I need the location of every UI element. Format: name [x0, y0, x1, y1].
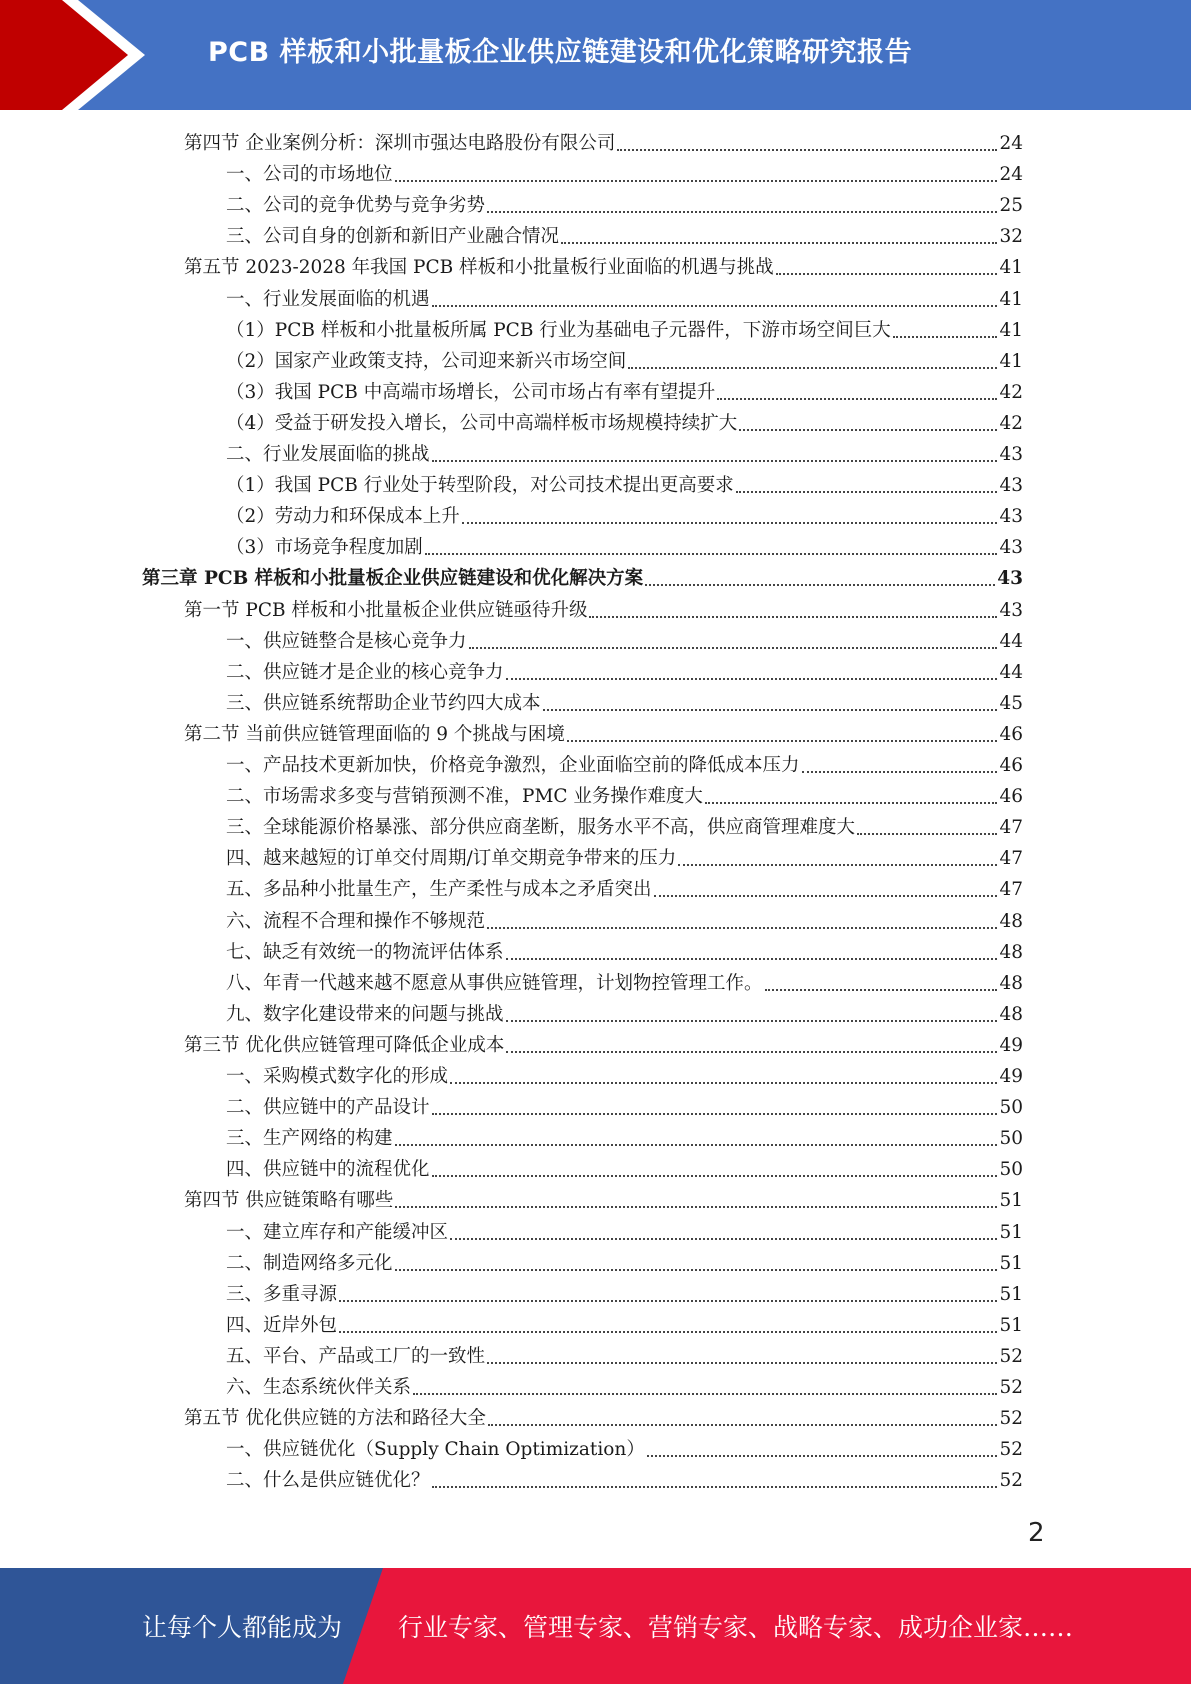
toc-leader-dots — [567, 740, 998, 742]
toc-entry-title: 三、多重寻源 — [226, 1283, 338, 1305]
toc-entry[interactable] — [226, 626, 1023, 657]
toc-entry-page: 42 — [999, 381, 1023, 403]
toc-entry-title: 一、供应链优化（Supply Chain Optimization） — [226, 1439, 645, 1461]
toc-leader-dots — [487, 927, 997, 929]
toc-entry-title: 三、全球能源价格暴涨、部分供应商垄断，服务水平不高，供应商管理难度大 — [226, 817, 856, 839]
toc-leader-dots — [395, 180, 998, 182]
toc-entry[interactable] — [226, 439, 1023, 470]
toc-leader-dots — [450, 1082, 997, 1084]
toc-entry[interactable] — [226, 874, 1023, 905]
toc-leader-dots — [425, 553, 998, 555]
toc-entry-page: 43 — [999, 537, 1023, 559]
toc-entry-page: 48 — [999, 972, 1023, 994]
toc-entry[interactable] — [226, 937, 1023, 968]
toc-entry-title: 四、近岸外包 — [226, 1314, 338, 1336]
toc-entry-title: 二、市场需求多变与营销预测不准，PMC 业务操作难度大 — [226, 786, 703, 808]
toc-leader-dots — [339, 1300, 997, 1302]
toc-leader-dots — [413, 1393, 997, 1395]
toc-leader-dots — [488, 1424, 998, 1426]
page-footer — [0, 1568, 1191, 1684]
toc-entry[interactable] — [226, 812, 1023, 843]
toc-entry[interactable] — [184, 1030, 1023, 1061]
toc-entry-title: 一、行业发展面临的机遇 — [226, 288, 430, 310]
toc-entry-title: （4）受益于研发投入增长，公司中高端样板市场规模持续扩大 — [226, 412, 738, 434]
toc-entry[interactable] — [226, 1434, 1023, 1465]
toc-entry-page: 32 — [999, 226, 1023, 248]
toc-entry[interactable] — [226, 843, 1023, 874]
toc-entry-title: （1）PCB 样板和小批量板所属 PCB 行业为基础电子元器件，下游市场空间巨大 — [226, 319, 891, 341]
toc-entry[interactable] — [226, 159, 1023, 190]
toc-entry[interactable] — [226, 781, 1023, 812]
toc-entry-title: 二、供应链中的产品设计 — [226, 1097, 430, 1119]
toc-entry[interactable] — [226, 377, 1023, 408]
toc-entry-page: 51 — [999, 1252, 1023, 1274]
toc-entry-page: 41 — [999, 257, 1023, 279]
toc-entry[interactable] — [184, 1185, 1023, 1216]
toc-entry-page: 49 — [999, 1066, 1023, 1087]
toc-entry[interactable] — [226, 346, 1023, 377]
toc-entry-page: 43 — [999, 444, 1023, 465]
toc-entry-title: （2）国家产业政策支持，公司迎来新兴市场空间 — [226, 350, 627, 372]
toc-entry-title: （1）我国 PCB 行业处于转型阶段，对公司技术提出更高要求 — [226, 475, 734, 497]
footer-slogan-left: 让每个人都能成为 — [142, 1613, 343, 1642]
toc-leader-dots — [487, 211, 997, 213]
toc-leader-dots — [543, 709, 998, 711]
toc-entry-title: 一、公司的市场地位 — [226, 164, 393, 186]
toc-entry-title: （2）劳动力和环保成本上升 — [226, 506, 460, 528]
toc-entry-title: 二、供应链才是企业的核心竞争力 — [226, 661, 504, 683]
toc-entry-title: 一、产品技术更新加快，价格竞争激烈，企业面临空前的降低成本压力 — [226, 755, 800, 776]
toc-leader-dots — [506, 1020, 998, 1022]
toc-leader-dots — [776, 273, 998, 275]
toc-entry-title: 二、公司的竞争优势与竞争劣势 — [226, 195, 486, 217]
toc-entry-title: 一、建立库存和产能缓冲区 — [226, 1221, 449, 1243]
footer-slogan-right: 行业专家、管理专家、营销专家、战略专家、成功企业家…… — [398, 1613, 1074, 1642]
toc-entry-page: 43 — [999, 506, 1023, 528]
report-title: PCB 样板和小批量板企业供应链建设和优化策略研究报告 — [208, 37, 913, 68]
toc-entry[interactable] — [226, 501, 1023, 532]
toc-entry-page: 52 — [999, 1439, 1023, 1461]
toc-entry-title: 一、采购模式数字化的形成 — [226, 1066, 449, 1087]
toc-entry-page: 50 — [999, 1128, 1023, 1150]
toc-entry[interactable] — [226, 315, 1023, 346]
toc-entry[interactable] — [226, 999, 1023, 1030]
toc-entry[interactable] — [226, 657, 1023, 688]
toc-entry-title: 四、供应链中的流程优化 — [226, 1159, 430, 1181]
toc-leader-dots — [857, 833, 997, 835]
toc-leader-dots — [617, 149, 997, 151]
toc-entry-page: 47 — [999, 817, 1023, 839]
page-header — [0, 0, 1191, 110]
toc-entry-title: 六、生态系统伙伴关系 — [226, 1377, 412, 1398]
toc-leader-dots — [506, 1051, 997, 1053]
toc-entry-page: 44 — [999, 661, 1023, 683]
toc-entry-title: 七、缺乏有效统一的物流评估体系 — [226, 941, 504, 963]
toc-entry[interactable] — [226, 284, 1023, 315]
toc-entry[interactable] — [226, 906, 1023, 937]
toc-entry[interactable] — [226, 750, 1023, 781]
toc-entry[interactable] — [184, 719, 1023, 750]
toc-entry-page: 43 — [997, 568, 1023, 590]
toc-entry-title: 第四节 供应链策略有哪些 — [184, 1190, 394, 1212]
toc-leader-dots — [736, 491, 998, 493]
toc-leader-dots — [432, 1486, 998, 1488]
toc-entry-page: 52 — [999, 1408, 1023, 1430]
toc-leader-dots — [705, 802, 998, 804]
toc-leader-dots — [678, 864, 997, 866]
toc-entry-page: 50 — [999, 1159, 1023, 1181]
toc-entry-page: 52 — [999, 1470, 1023, 1492]
toc-entry[interactable] — [226, 1372, 1023, 1403]
toc-entry-page: 51 — [999, 1190, 1023, 1212]
toc-leader-dots — [802, 771, 998, 773]
toc-entry[interactable] — [184, 595, 1023, 626]
toc-entry[interactable] — [226, 408, 1023, 439]
toc-entry-page: 48 — [999, 941, 1023, 963]
toc-entry-title: 一、供应链整合是核心竞争力 — [226, 630, 467, 652]
toc-leader-dots — [765, 989, 998, 991]
toc-entry-page: 41 — [999, 350, 1023, 372]
toc-entry[interactable] — [226, 470, 1023, 501]
toc-entry-page: 42 — [999, 412, 1023, 434]
toc-entry-page: 51 — [999, 1221, 1023, 1243]
toc-leader-dots — [432, 305, 998, 307]
toc-entry-title: 五、多品种小批量生产，生产柔性与成本之矛盾突出 — [226, 879, 652, 901]
toc-entry-title: 二、什么是供应链优化？ — [226, 1470, 430, 1492]
toc-entry-title: 第五节 优化供应链的方法和路径大全 — [184, 1408, 486, 1430]
toc-leader-dots — [450, 1238, 997, 1240]
toc-entry-page: 24 — [999, 164, 1023, 186]
toc-entry[interactable] — [226, 688, 1023, 719]
toc-entry-page: 46 — [999, 786, 1023, 808]
toc-entry[interactable] — [226, 1123, 1023, 1154]
toc-entry[interactable] — [226, 1061, 1023, 1092]
toc-entry[interactable] — [226, 1341, 1023, 1372]
toc-entry-page: 46 — [999, 723, 1023, 745]
toc-entry-page: 48 — [999, 910, 1023, 932]
toc-entry-page: 47 — [999, 848, 1023, 870]
toc-entry[interactable] — [142, 563, 1023, 594]
toc-entry-page: 25 — [999, 195, 1023, 217]
toc-leader-dots — [654, 895, 998, 897]
toc-entry-title: 三、公司自身的创新和新旧产业融合情况 — [226, 226, 560, 248]
toc-leader-dots — [645, 584, 995, 586]
toc-leader-dots — [432, 460, 998, 462]
toc-entry[interactable] — [184, 1403, 1023, 1434]
toc-leader-dots — [462, 522, 998, 524]
toc-entry-title: 二、制造网络多元化 — [226, 1252, 393, 1274]
toc-entry-title: 第五节 2023-2028 年我国 PCB 样板和小批量板行业面临的机遇与挑战 — [184, 257, 774, 279]
toc-entry-title: （3）市场竞争程度加剧 — [226, 537, 423, 559]
toc-entry-title: 四、越来越短的订单交付周期/订单交期竞争带来的压力 — [226, 848, 677, 870]
toc-leader-dots — [561, 242, 997, 244]
toc-entry-page: 47 — [999, 879, 1023, 901]
toc-entry-title: 第三章 PCB 样板和小批量板企业供应链建设和优化解决方案 — [142, 568, 644, 590]
toc-leader-dots — [589, 616, 997, 618]
toc-leader-dots — [469, 647, 998, 649]
toc-leader-dots — [717, 398, 997, 400]
toc-entry-page: 45 — [999, 692, 1023, 714]
page-number: 2 — [1028, 1518, 1045, 1548]
toc-entry-title: 第一节 PCB 样板和小批量板企业供应链亟待升级 — [184, 599, 588, 621]
toc-leader-dots — [628, 367, 997, 369]
toc-entry-page: 24 — [999, 133, 1023, 154]
toc-entry-page: 41 — [999, 319, 1023, 341]
toc-entry[interactable] — [226, 968, 1023, 999]
toc-entry-page: 51 — [999, 1283, 1023, 1305]
toc-entry-page: 41 — [999, 288, 1023, 310]
toc-entry-title: 三、供应链系统帮助企业节约四大成本 — [226, 692, 541, 714]
toc-entry[interactable] — [226, 1465, 1023, 1496]
toc-entry[interactable] — [226, 221, 1023, 252]
toc-entry[interactable] — [226, 1310, 1023, 1341]
toc-entry-title: 九、数字化建设带来的问题与挑战 — [226, 1003, 504, 1025]
toc-entry-page: 50 — [999, 1097, 1023, 1119]
toc-entry-title: 第三节 优化供应链管理可降低企业成本 — [184, 1034, 505, 1056]
toc-entry-title: 第四节 企业案例分析：深圳市强达电路股份有限公司 — [184, 133, 616, 154]
toc-entry[interactable] — [184, 128, 1023, 159]
toc-entry[interactable] — [226, 1154, 1023, 1185]
toc-entry-title: 六、流程不合理和操作不够规范 — [226, 910, 486, 932]
toc-leader-dots — [506, 958, 998, 960]
toc-entry[interactable] — [226, 532, 1023, 563]
toc-entry-page: 48 — [999, 1003, 1023, 1025]
toc-leader-dots — [506, 678, 998, 680]
toc-entry[interactable] — [226, 1248, 1023, 1279]
toc-leader-dots — [395, 1269, 998, 1271]
toc-entry[interactable] — [226, 1279, 1023, 1310]
toc-entry-page: 52 — [999, 1345, 1023, 1367]
toc-entry-title: 三、生产网络的构建 — [226, 1128, 393, 1150]
toc-leader-dots — [395, 1144, 998, 1146]
toc-entry-page: 43 — [999, 599, 1023, 621]
toc-entry-page: 44 — [999, 630, 1023, 652]
toc-entry-page: 43 — [999, 475, 1023, 497]
toc-entry[interactable] — [226, 1092, 1023, 1123]
toc-entry-title: 八、年青一代越来越不愿意从事供应链管理，计划物控管理工作。 — [226, 972, 763, 994]
toc-entry-page: 46 — [999, 755, 1023, 776]
toc-leader-dots — [893, 336, 998, 338]
toc-leader-dots — [739, 429, 997, 431]
toc-entry-title: （3）我国 PCB 中高端市场增长，公司市场占有率有望提升 — [226, 381, 716, 403]
toc-entry[interactable] — [226, 190, 1023, 221]
toc-leader-dots — [339, 1331, 997, 1333]
toc-leader-dots — [432, 1113, 998, 1115]
toc-leader-dots — [487, 1362, 997, 1364]
toc-entry[interactable] — [226, 1217, 1023, 1248]
toc-leader-dots — [395, 1206, 997, 1208]
toc-leader-dots — [432, 1175, 998, 1177]
toc-entry-title: 五、平台、产品或工厂的一致性 — [226, 1345, 486, 1367]
toc-entry-page: 51 — [999, 1314, 1023, 1336]
toc-entry-page: 52 — [999, 1377, 1023, 1398]
toc-leader-dots — [647, 1455, 998, 1457]
toc-entry-title: 二、行业发展面临的挑战 — [226, 444, 430, 465]
toc-entry-title: 第二节 当前供应链管理面临的 9 个挑战与困境 — [184, 723, 565, 745]
toc-entry-page: 49 — [999, 1034, 1023, 1056]
toc-entry[interactable] — [184, 252, 1023, 283]
